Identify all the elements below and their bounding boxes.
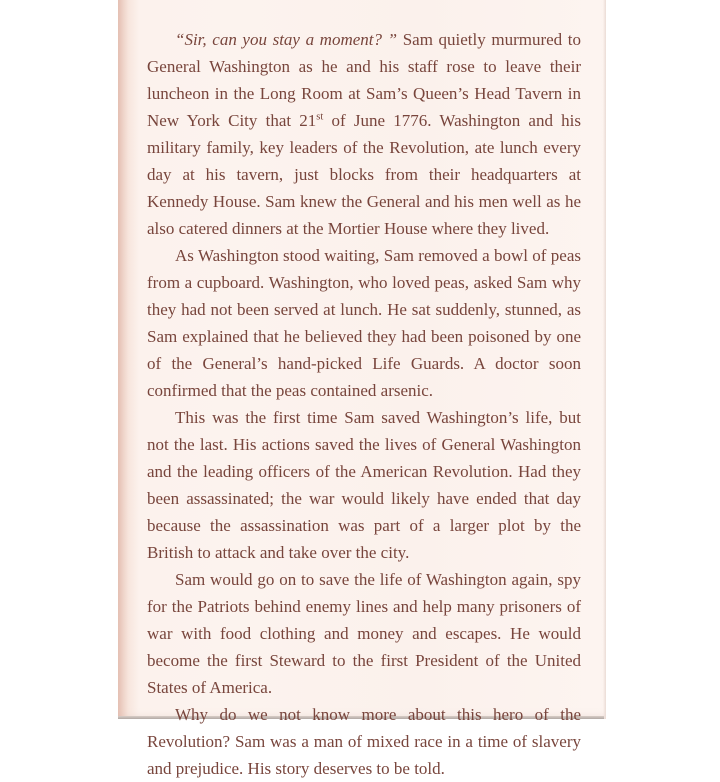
page-text [147,26,581,782]
paragraph [147,404,581,566]
text-run: of June 1776. Washington and his military family, key leaders of the Revolution, ate lunch every day at his tavern, just blocks from their headquarters at Kennedy House. Sam knew the General and his men well as he also catered dinners at the Mortier House where they lived. [147,111,581,238]
paragraph [147,701,581,782]
text-run: This was the first time Sam saved Washington’s life, but not the last. His actions saved the lives of General Washington and the leading officers of the American Revolution. Had they been assassinated; the war would likely have ended that day because the assassination was part of a larger plot by the British to attack and take over the city. [147,408,581,562]
page-right-edge [603,0,606,719]
paragraph [147,566,581,701]
text-run: Why do we not know more about this hero of the Revolution? Sam was a man of mixed race in a time of slavery and prejudice. His story deserves to be told. [147,705,581,778]
text-run-sup: st [316,111,324,123]
text-run-italic: “Sir, can you stay a moment? ” [175,30,398,49]
book-page [118,0,606,778]
paragraph [147,242,581,404]
text-run: Sam quietly murmured to General Washington as he and his staff rose to leave their luncheon in the Long Room at Sam’s Queen’s Head Tavern in New York City that 21 [147,30,581,130]
text-run: Sam would go on to save the life of Washington again, spy for the Patriots behind enemy lines and help many prisoners of war with food clothing and money and escapes. He would become the first Steward to the first President of the United States of America. [147,570,581,697]
paragraph [147,26,581,242]
page-left-curve [118,0,140,719]
text-run: As Washington stood waiting, Sam removed a bowl of peas from a cupboard. Washington, who loved peas, asked Sam why they had not been served at lunch. He sat suddenly, stunned, as Sam explained that he believed they had been poisoned by one of the General’s hand-picked Life Guards. A doctor soon confirmed that the peas contained arsenic. [147,246,581,400]
